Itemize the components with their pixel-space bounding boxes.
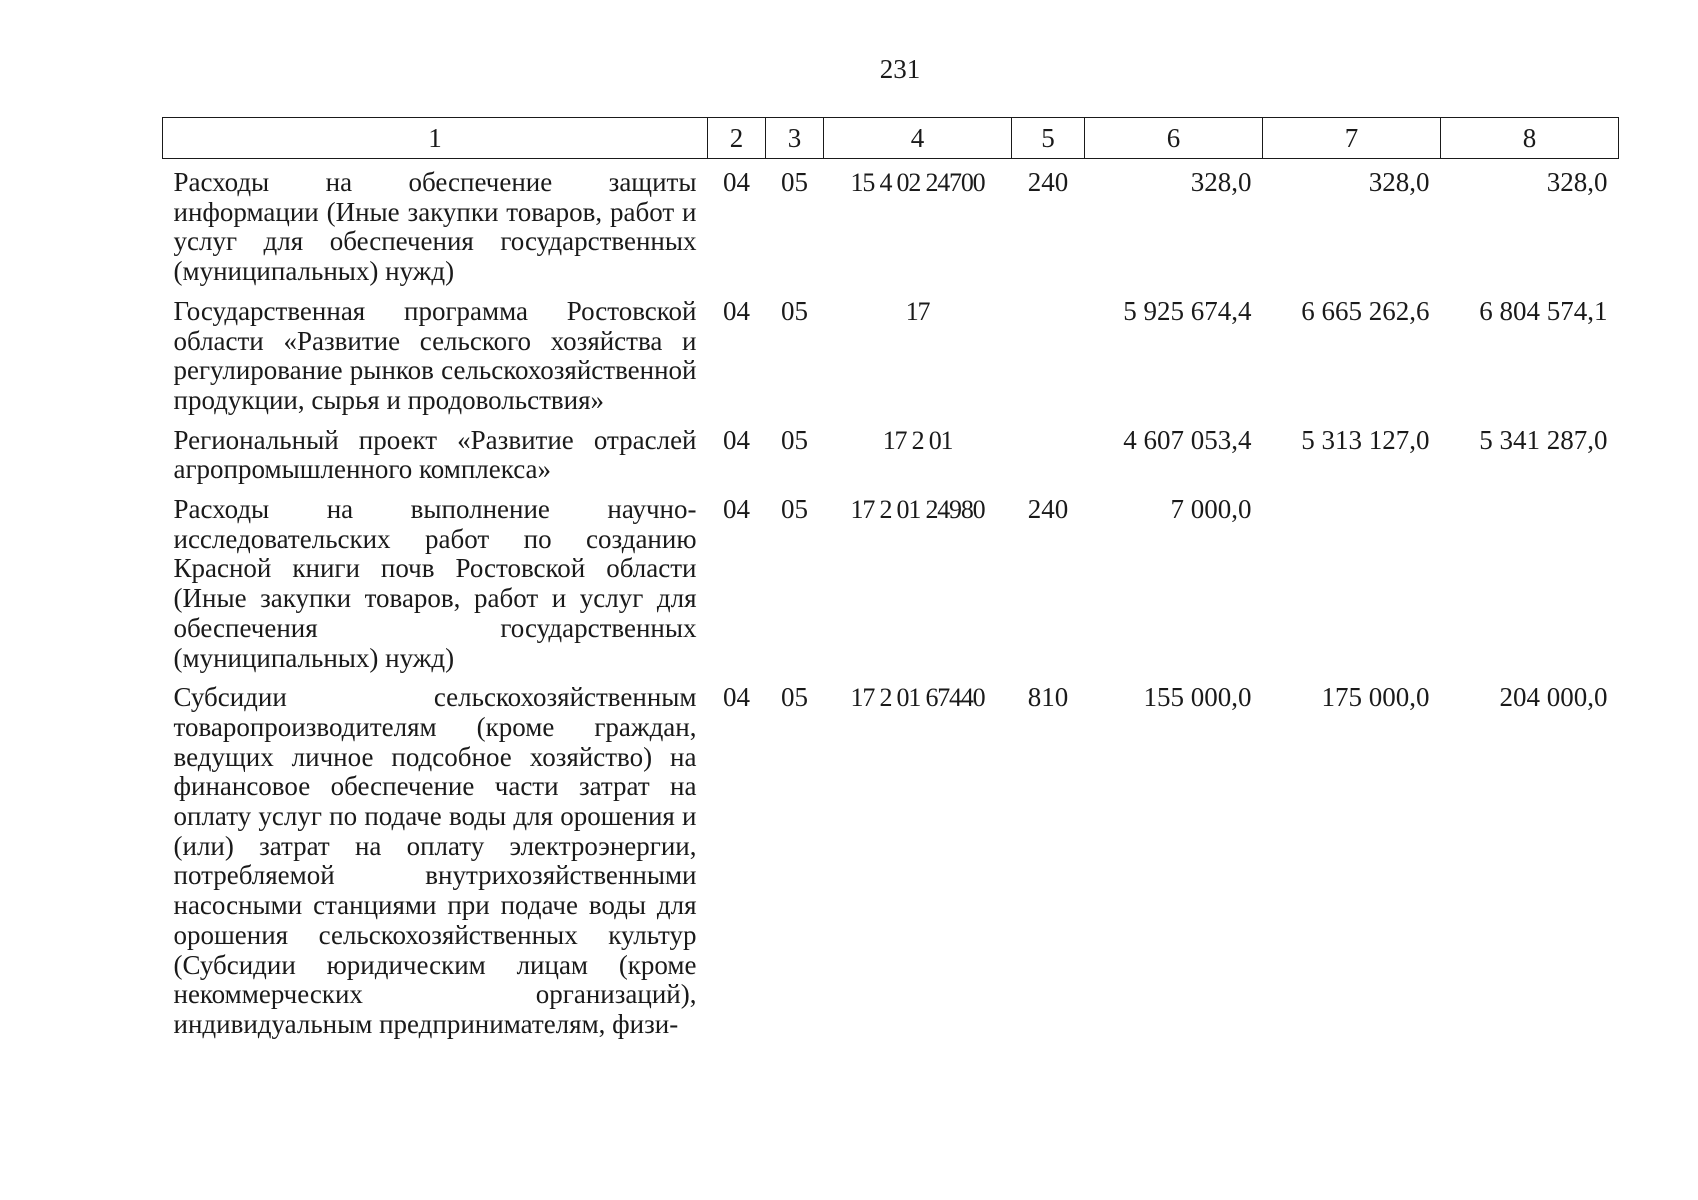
table-row bbox=[163, 297, 1619, 426]
row-amount-col8: 5 341 287,0 bbox=[1479, 424, 1608, 455]
row-subsection: 05 bbox=[781, 167, 808, 197]
row-amount-col7: 175 000,0 bbox=[1321, 682, 1430, 713]
header-col-4: 4 bbox=[824, 118, 1012, 159]
row-name: Субсидии сельскохозяйственным товаропроизводителям (кроме граждан, ведущих личное подсобное хозяйство) на финансовое обеспечение части затрат на оплату услуг по подаче воды для орошения и (или) затрат на оплату электроэнергии, потребляемой внутрихозяйственными насосными станциями при подаче воды для орошения сельскохозяйственных культур (Субсидии юридическим лицам (кроме некоммерческих организаций), индивидуальным предпринимателям, физи- bbox=[173, 682, 697, 1039]
header-col-8: 8 bbox=[1441, 118, 1619, 159]
row-section: 04 bbox=[723, 424, 750, 455]
row-amount-col7 bbox=[1263, 495, 1441, 683]
row-expense-type: 240 bbox=[1027, 494, 1069, 525]
budget-table bbox=[162, 117, 1619, 1050]
row-amount-col6: 7 000,0 bbox=[1170, 494, 1252, 525]
table-row bbox=[163, 683, 1619, 1049]
row-amount-col6: 5 925 674,4 bbox=[1123, 295, 1252, 326]
table-body bbox=[163, 159, 1619, 1050]
row-name: Расходы на выполнение научно-исследовательских работ по созданию Красной книги почв Ростовской области (Иные закупки товаров, работ и услуг для обеспечения государственных (муниципальных) нужд) bbox=[173, 494, 697, 673]
row-amount-col7: 328,0 bbox=[1368, 167, 1430, 197]
row-section: 04 bbox=[723, 167, 750, 197]
row-amount-col6: 4 607 053,4 bbox=[1123, 424, 1252, 455]
row-target-code: 17 2 01 24980 bbox=[850, 495, 985, 525]
row-amount-col6: 328,0 bbox=[1190, 167, 1252, 197]
row-amount-col7: 5 313 127,0 bbox=[1301, 424, 1430, 455]
header-col-6: 6 bbox=[1085, 118, 1263, 159]
table-row bbox=[163, 495, 1619, 683]
row-subsection: 05 bbox=[781, 494, 808, 525]
row-amount-col8: 204 000,0 bbox=[1499, 682, 1608, 713]
table-row bbox=[163, 159, 1619, 297]
header-row bbox=[163, 118, 1619, 159]
row-amount-col8: 328,0 bbox=[1546, 167, 1608, 197]
row-expense-type bbox=[1012, 426, 1085, 495]
row-amount-col8: 6 804 574,1 bbox=[1479, 295, 1608, 326]
header-col-7: 7 bbox=[1263, 118, 1441, 159]
header-col-5: 5 bbox=[1012, 118, 1085, 159]
header-col-3: 3 bbox=[766, 118, 824, 159]
row-target-code: 17 bbox=[905, 296, 930, 326]
row-amount-col6: 155 000,0 bbox=[1143, 682, 1252, 713]
header-col-2: 2 bbox=[708, 118, 766, 159]
header-col-1: 1 bbox=[163, 118, 708, 159]
table-row bbox=[163, 426, 1619, 495]
row-section: 04 bbox=[723, 295, 750, 326]
row-amount-col8 bbox=[1441, 495, 1619, 683]
row-section: 04 bbox=[723, 494, 750, 525]
row-target-code: 17 2 01 67440 bbox=[850, 683, 985, 713]
row-amount-col7: 6 665 262,6 bbox=[1301, 295, 1430, 326]
row-name: Государственная программа Ростовской области «Развитие сельского хозяйства и регулирование рынков сельскохозяйственной продукции, сырья и продовольствия» bbox=[173, 295, 697, 415]
row-name: Расходы на обеспечение защиты информации (Иные закупки товаров, работ и услуг для обеспечения государственных (муниципальных) нужд) bbox=[173, 167, 697, 287]
row-expense-type: 810 bbox=[1027, 682, 1069, 713]
row-name: Региональный проект «Развитие отраслей агропромышленного комплекса» bbox=[173, 424, 697, 485]
row-expense-type: 240 bbox=[1027, 167, 1069, 197]
row-expense-type bbox=[1012, 297, 1085, 426]
page-number: 231 bbox=[879, 54, 921, 84]
row-section: 04 bbox=[723, 682, 750, 713]
row-subsection: 05 bbox=[781, 682, 808, 713]
row-target-code: 17 2 01 bbox=[882, 425, 953, 455]
row-subsection: 05 bbox=[781, 424, 808, 455]
row-target-code: 15 4 02 24700 bbox=[850, 168, 985, 197]
row-subsection: 05 bbox=[781, 295, 808, 326]
table-header bbox=[163, 118, 1619, 159]
